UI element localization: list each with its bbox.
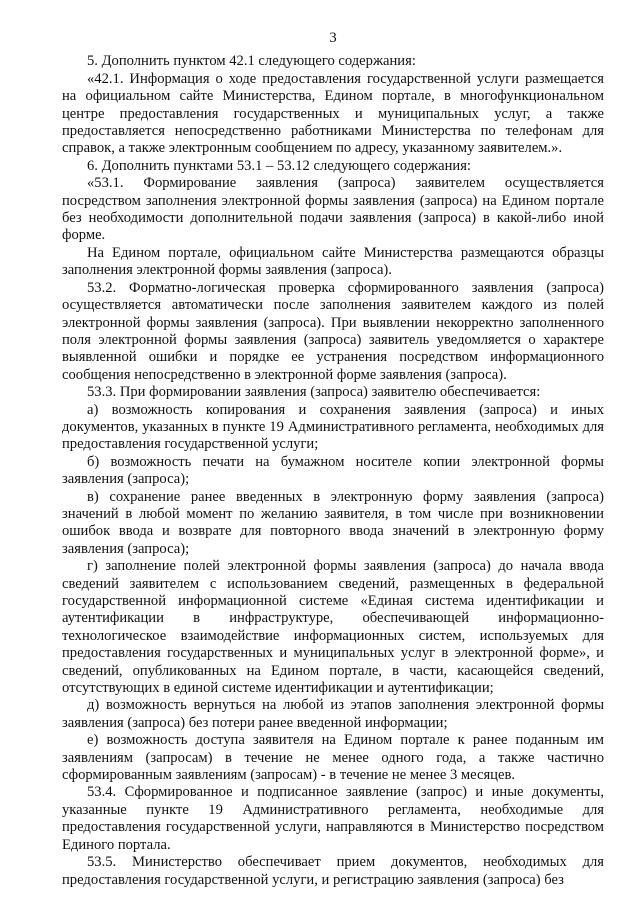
paragraph-53-1: «53.1. Формирование заявления (запроса) заявителем осуществляется посредством заполнения электронной формы заявления (запроса) на Едином портале без необходимости дополнительной подачи заявления (запроса) в какой-либо иной форме. (62, 175, 604, 244)
list-item-v: в) сохранение ранее введенных в электронную форму заявления (запроса) значений в любой момент по желанию заявителя, в том числе при возникновении ошибок ввода и возврате для повторного ввода значений в электронную форму заявления (запроса); (62, 488, 604, 557)
paragraph-item-6-intro: 6. Дополнить пунктами 53.1 – 53.12 следующего содержания: (87, 157, 471, 174)
page-number: 3 (329, 30, 337, 46)
paragraph-53-4: 53.4. Сформированное и подписанное заявление (запрос) и иные документы, указанные пункте 19 Административного регламента, необходимые для предоставления государственной услуги, направляются в Министерство посредством Единого портала. (62, 784, 604, 853)
list-item-e: е) возможность доступа заявителя на Едином портале к ранее поданным им заявлениям (запросам) в течение не менее одного года, а также частично сформированным заявлениям (запросам) - в течение не менее 3 месяцев. (62, 732, 604, 784)
list-item-g: г) заполнение полей электронной формы заявления (запроса) до начала ввода сведений заявителем с использованием сведений, размещенных в федеральной государственной информационной системе «Единая система идентификации и аутентификации в инфраструктуре, обеспечивающей информационно-технологическое взаимодействие информационных систем, используемых для предоставления государственных и муниципальных услуг в электронной форме», и сведений, опубликованных на Едином портале, в части, касающейся сведений, отсутствующих в единой системе идентификации и аутентификации; (62, 558, 604, 697)
list-item-a: а) возможность копирования и сохранения заявления (запроса) и иных документов, указанных в пункте 19 Административного регламента, необходимых для предоставления государственной услуги; (62, 401, 604, 453)
paragraph-item-5-intro: 5. Дополнить пунктом 42.1 следующего содержания: (87, 53, 416, 70)
paragraph-53-2: 53.2. Форматно-логическая проверка сформированного заявления (запроса) осуществляется автоматически после заполнения заявителем каждого из полей электронной формы заявления (запроса). При выявлении некорректно заполненного поля электронной формы заявления (запроса) заявитель уведомляется о характере выявленной ошибки и порядке ее устранения посредством информационного сообщения непосредственно в электронной форме заявления (запроса). (62, 279, 604, 383)
list-item-b: б) возможность печати на бумажном носителе копии электронной формы заявления (запроса); (62, 453, 604, 488)
paragraph-42-1: «42.1. Информация о ходе предоставления государственной услуги размещается на официальном сайте Министерства, Едином портале, в многофункциональном центре предоставления государственных и муниципальных услуг, а также предоставляется непосредственно работниками Министерства по телефонам для справок, а также электронным сообщением по адресу, указанному заявителем.». (62, 70, 604, 157)
list-item-d: д) возможность вернуться на любой из этапов заполнения электронной формы заявления (запроса) без потери ранее введенной информации; (62, 697, 604, 731)
paragraph-53-5: 53.5. Министерство обеспечивает прием документов, необходимых для предоставления государственной услуги, и регистрацию заявления (запроса) без (62, 854, 604, 888)
paragraph-53-1-samples: На Едином портале, официальном сайте Министерства размещаются образцы заполнения электронной формы заявления (запроса). (62, 244, 604, 279)
paragraph-53-3: 53.3. При формировании заявления (запроса) заявителю обеспечивается: (87, 384, 541, 401)
